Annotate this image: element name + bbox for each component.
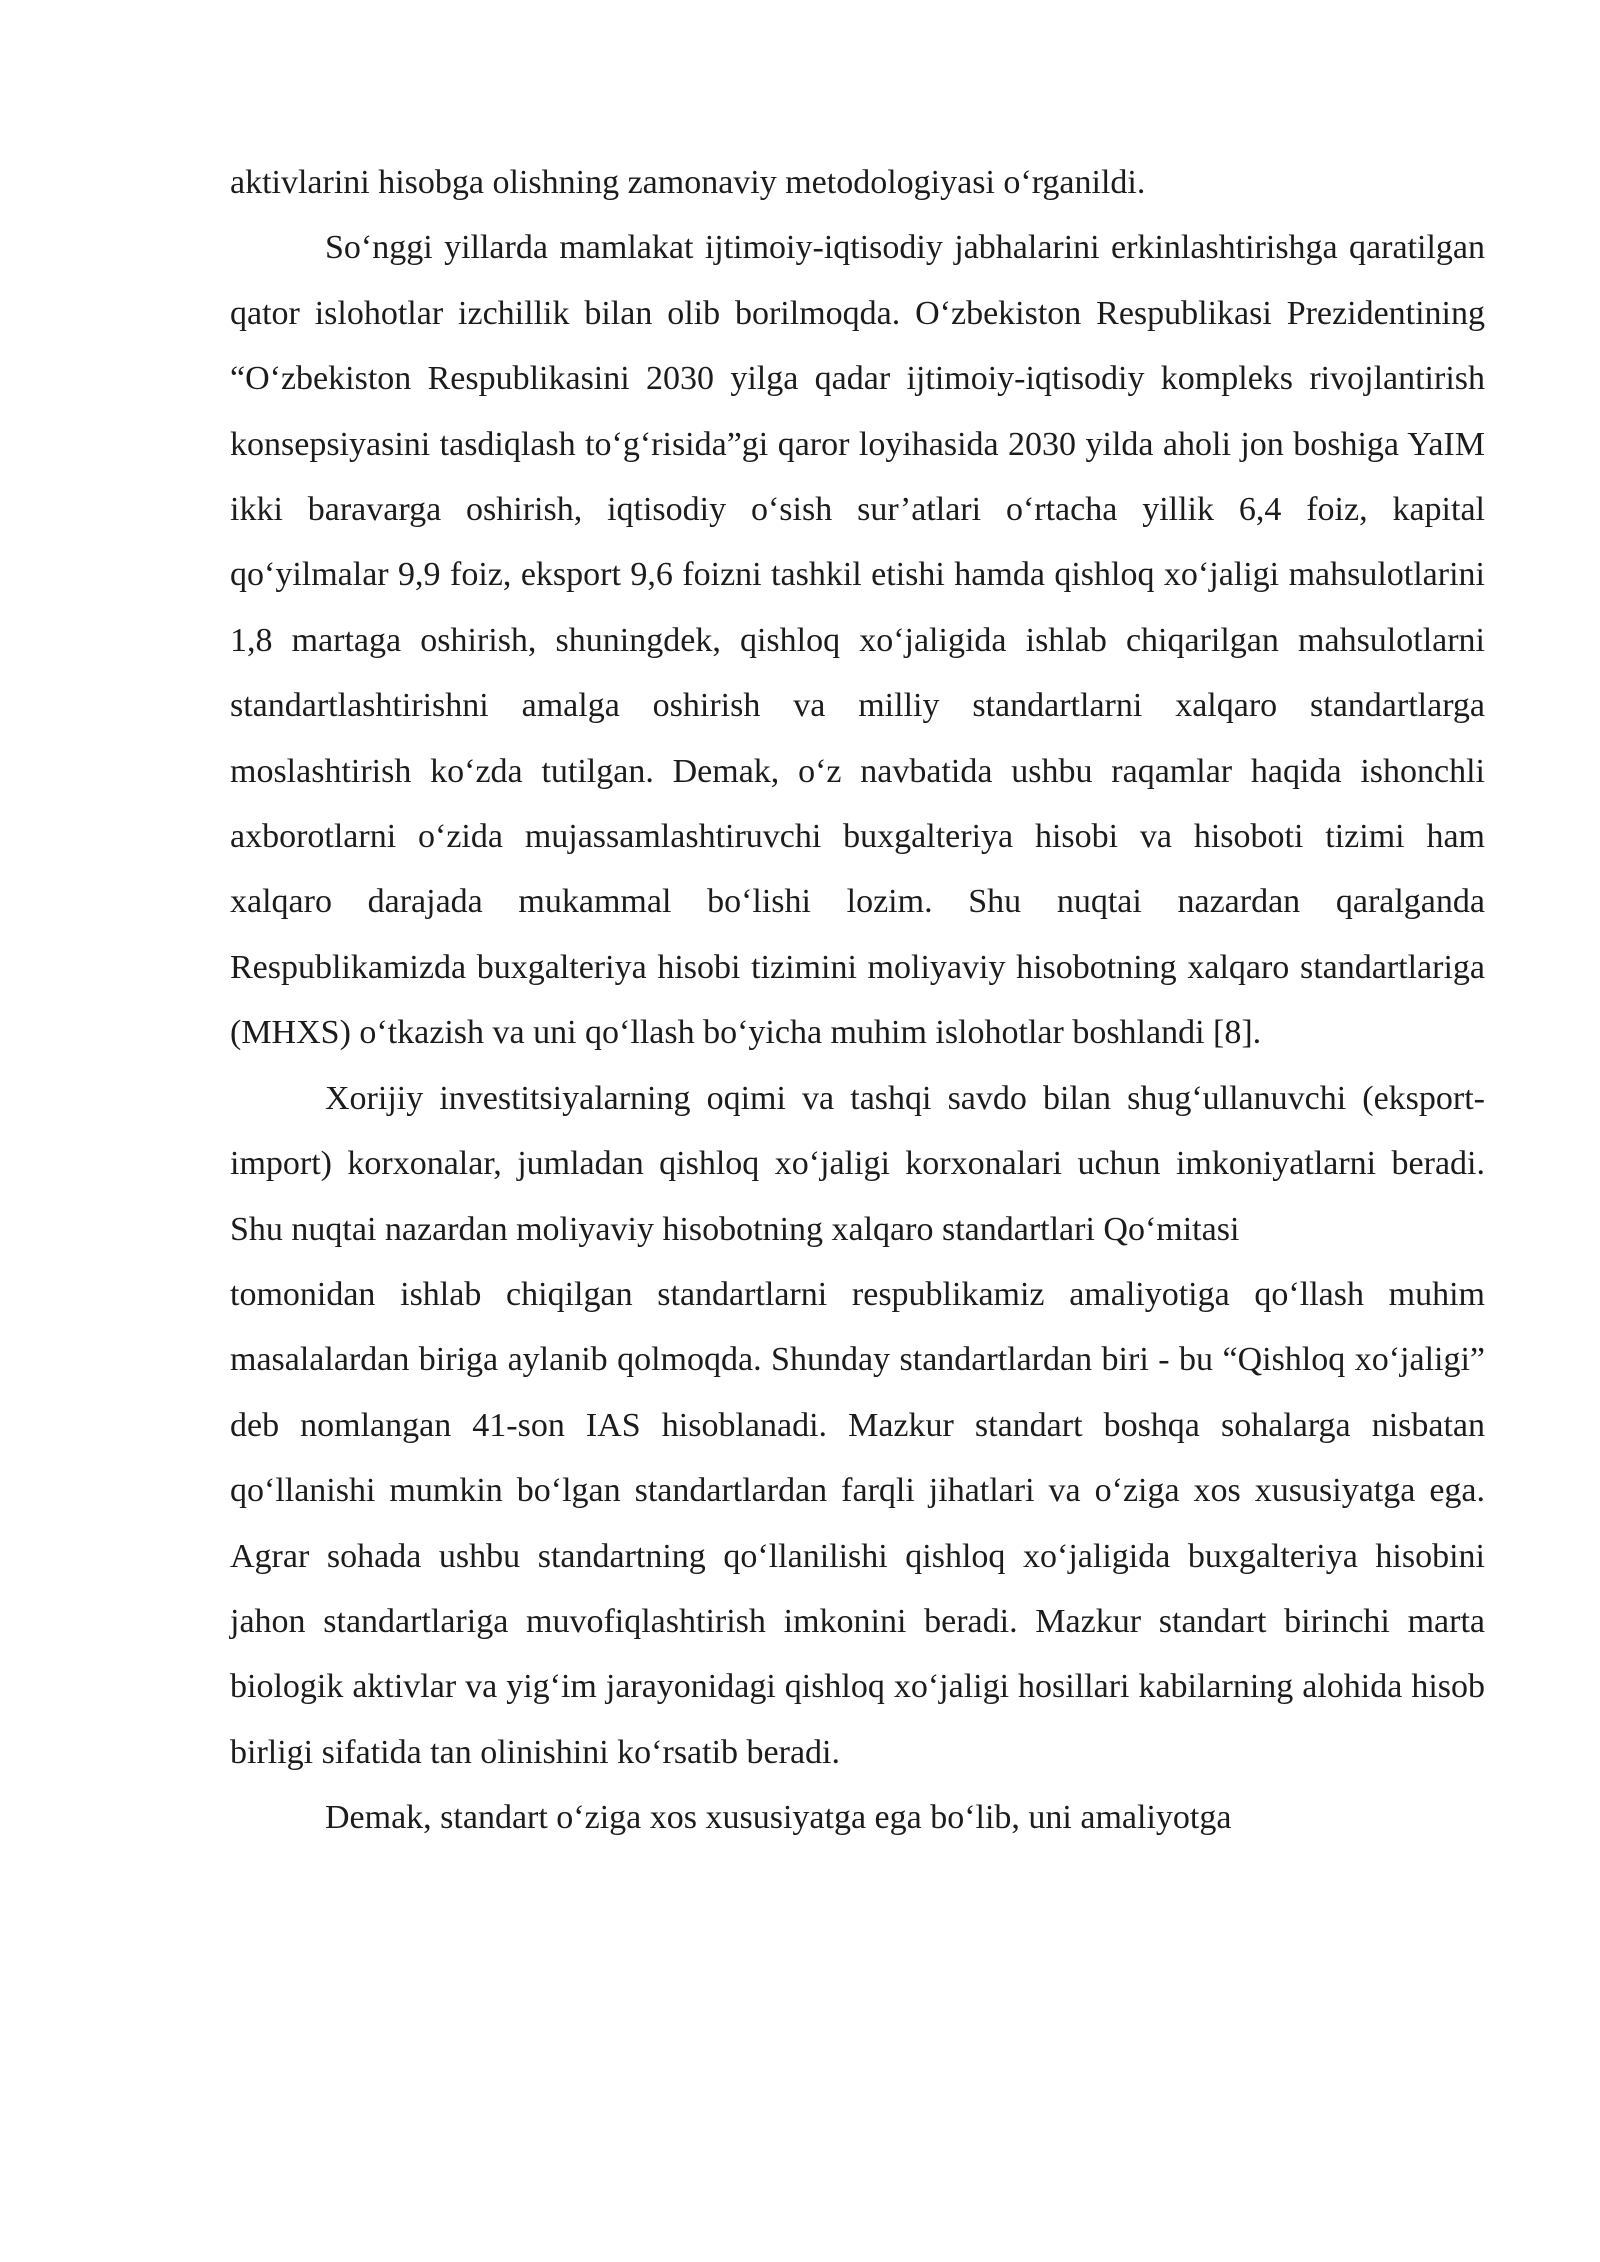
paragraph-continuation: aktivlarini hisobga olishning zamonaviy metodologiyasi o‘rganildi.	[230, 164, 1146, 201]
paragraph-ias-41: tomonidan ishlab chiqilgan standartlarni respublikamiz amaliyotiga qo‘llash muhim masalalardan biriga aylanib qolmoqda. Shunday standartlardan biri - bu “Qishloq xo‘jaligi” deb nomlangan 41-son IAS hisoblanadi. Mazkur standart boshqa sohalarga nisbatan qo‘llanishi mumkin bo‘lgan standartlardan farqli jihatlari va o‘ziga xos xususiyatga ega. Agrar sohada ushbu standartning qo‘llanilishi qishloq xo‘jaligida buxgalteriya hisobini jahon standartlariga muvofiqlashtirish imkonini beradi. Mazkur standart birinchi marta biologik aktivlar va yig‘im jarayonidagi qishloq xo‘jaligi hosillari kabilarning alohida hisob birligi sifatida tan olinishini ko‘rsatib beradi.	[230, 1275, 1485, 1771]
paragraph-conclusion-start: Demak, standart o‘ziga xos xususiyatga ega bo‘lib, uni amaliyotga	[325, 1799, 1232, 1837]
paragraph-reforms: So‘nggi yillarda mamlakat ijtimoiy-iqtisodiy jabhalarini erkinlashtirishga qaratilgan qator islohotlar izchillik bilan olib borilmoqda. O‘zbekiston Respublikasi Prezidentining “O‘zbekiston Respublikasini 2030 yilga qadar ijtimoiy-iqtisodiy kompleks rivojlantirish konsepsiyasini tasdiqlash to‘g‘risida”gi qaror loyihasida 2030 yilda aholi jon boshiga YaIM ikki baravarga oshirish, iqtisodiy o‘sish sur’atlari o‘rtacha yillik 6,4 foiz, kapital qo‘yilmalar 9,9 foiz, eksport 9,6 foizni tashkil etishi hamda qishloq xo‘jaligi mahsulotlarini 1,8 martaga oshirish, shuningdek, qishloq xo‘jaligida ishlab chiqarilgan mahsulotlarni standartlashtirishni amalga oshirish va milliy standartlarni xalqaro standartlarga moslashtirish ko‘zda tutilgan. Demak, o‘z navbatida ushbu raqamlar haqida ishonchli axborotlarni o‘zida mujassamlashtiruvchi buxgalteriya hisobi va hisoboti tizimi ham xalqaro darajada mukammal bo‘lishi lozim. Shu nuqtai nazardan qaralganda Respublikamizda buxgalteriya hisobi tizimini moliyaviy hisobotning xalqaro standartlariga (MHXS) o‘tkazish va uni qo‘llash bo‘yicha muhim islohotlar boshlandi [8].	[230, 229, 1485, 1052]
body-text	[230, 150, 1485, 1851]
paragraph-foreign-investment: Xorijiy investitsiyalarning oqimi va tashqi savdo bilan shug‘ullanuvchi (eksport-import) korxonalar, jumladan qishloq xo‘jaligi korxonalari uchun imkoniyatlarni beradi. Shu nuqtai nazardan moliyaviy hisobotning xalqaro standartlari Qo‘mitasi	[230, 1079, 1485, 1248]
